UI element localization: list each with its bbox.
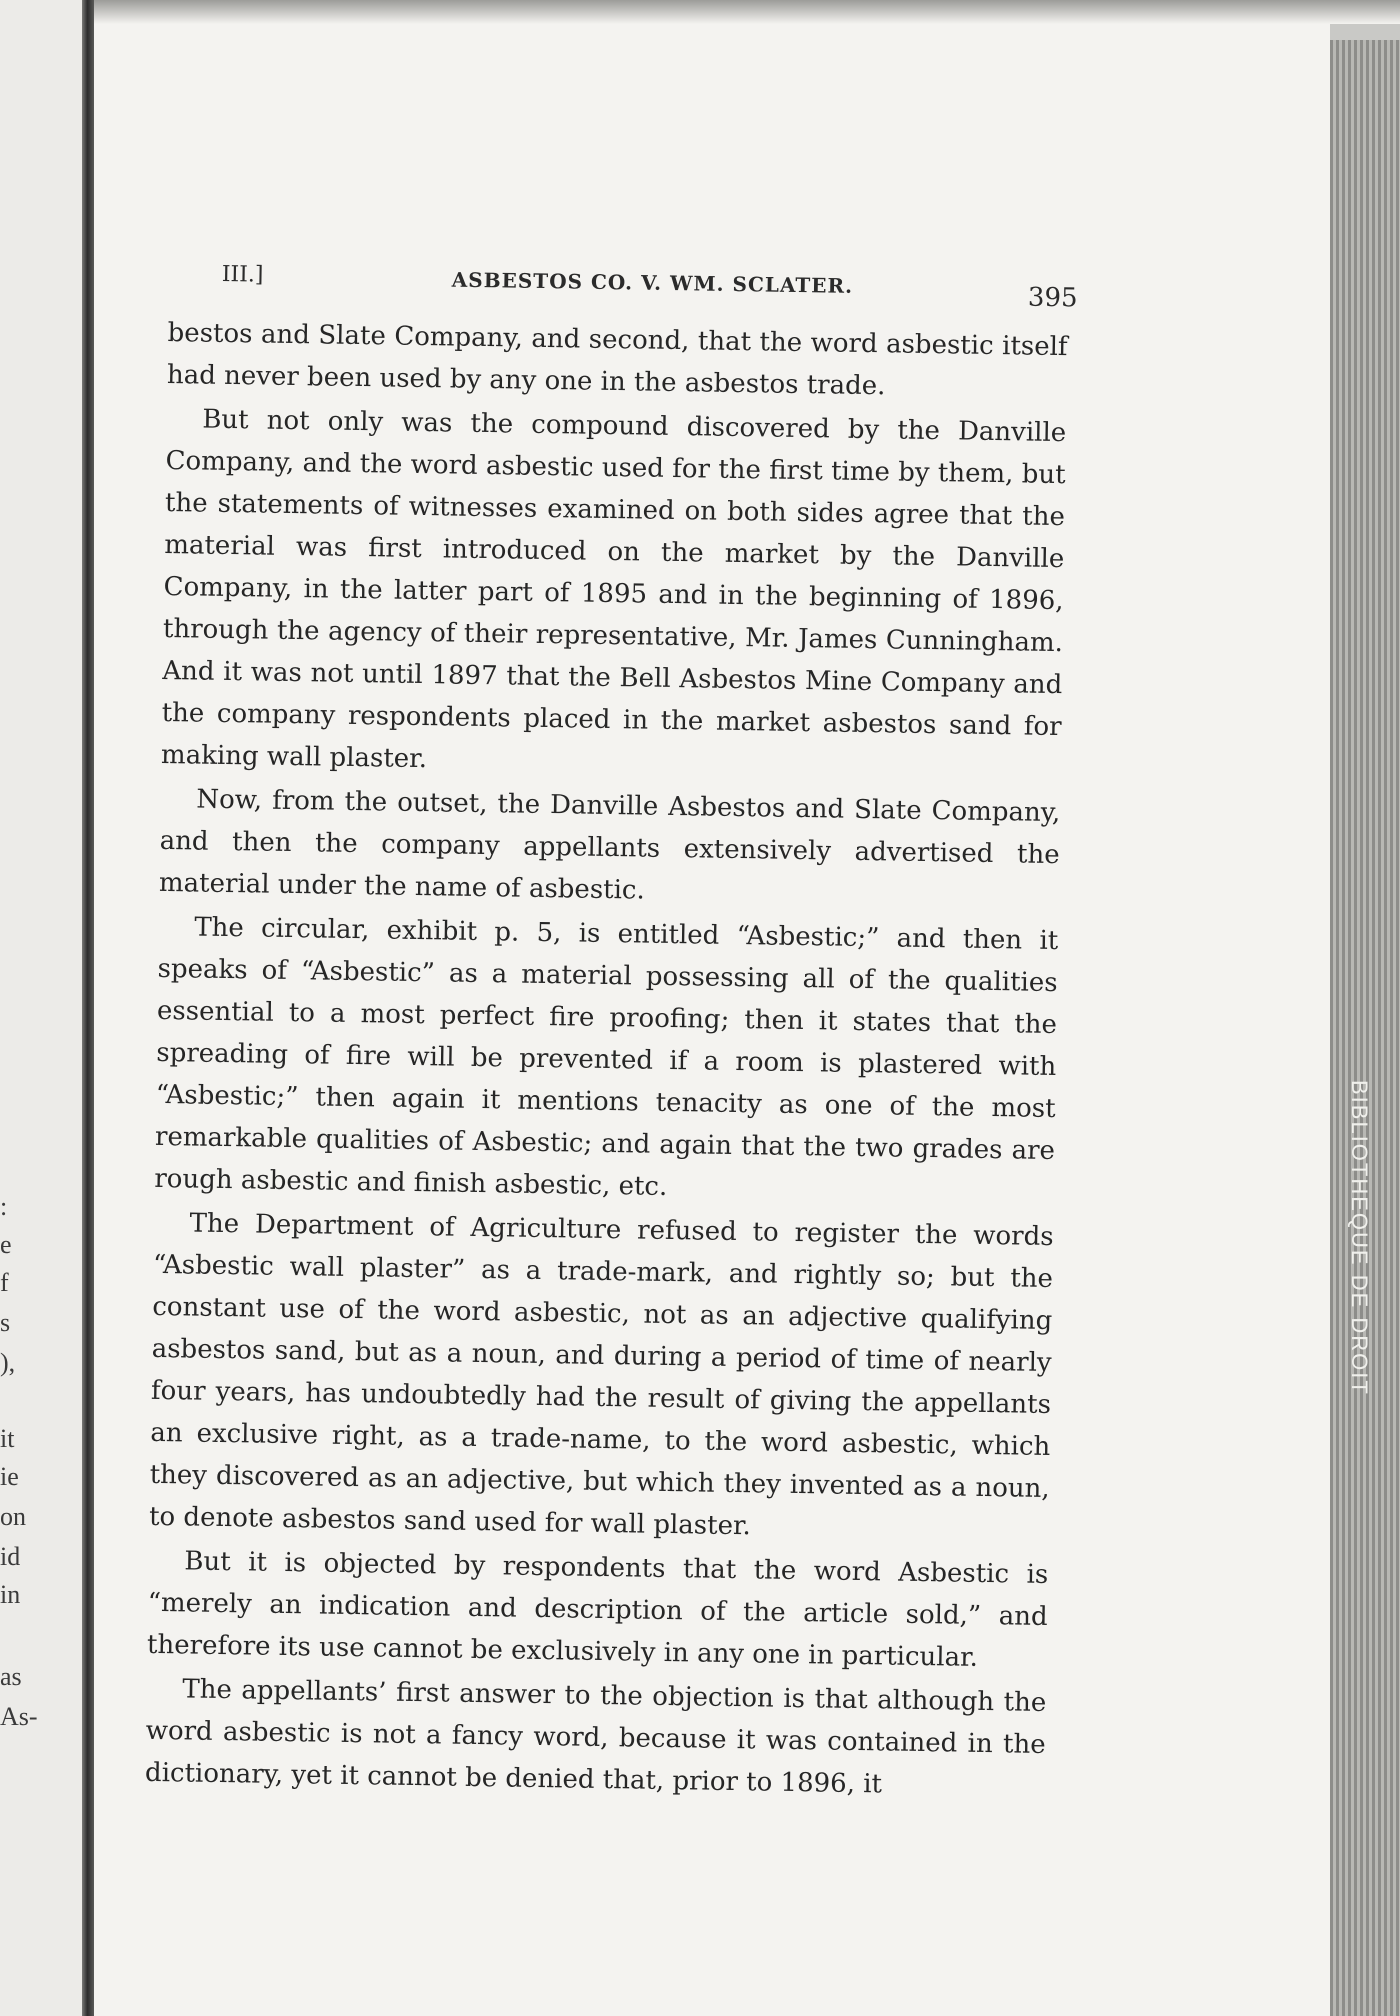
paragraph: The Department of Agriculture refused to register the words “Asbestic wall plaster” as a trade-mark, and rightly so; but the constant use of the word asbestic, not as an adjective qualifying asbestos sand, but as a noun, and during a period of time of nearly four years, has undoubtedly had the result of giving the appellants an exclusive right, as a trade-name, to the word asbestic, which they discovered as an adjective, but which they invented as a noun, to denote asbestos sand used for wall plaster. <box>148 1208 1054 1542</box>
book-gutter <box>82 0 94 2016</box>
facing-page-fragment: f <box>0 1268 9 1297</box>
facing-page-fragment: s <box>0 1308 11 1337</box>
facing-page-fragment: id <box>0 1542 21 1571</box>
facing-page-fragment: : <box>0 1192 8 1221</box>
facing-page-fragment: on <box>0 1502 26 1531</box>
paragraph: But it is objected by respondents that the word Asbestic is “merely an indication and description of the article sold,” and therefore its use cannot be exclusively in any one in particular. <box>146 1546 1049 1673</box>
facing-page-fragment: it <box>0 1424 15 1453</box>
facing-page-fragment: ie <box>0 1462 19 1491</box>
facing-page-fragment: as <box>0 1662 22 1691</box>
library-stamp: BIBLIOTHEQUE DE DROIT <box>1347 1080 1372 1396</box>
facing-page-fragment: in <box>0 1580 21 1609</box>
paragraph: bestos and Slate Company, and second, that the word asbestic itself had never been used by any one in the asbestos trade. <box>166 317 1068 402</box>
paragraph: The circular, exhibit p. 5, is entitled “Asbestic;” and then it speaks of “Asbestic” as a material possessing all of the qualities essential to a most perfect fire proofing; then it states that the spreading of fire will be prevented if a room is plastered with “Asbestic;” then again it mentions tenacity as one of the most remarkable qualities of Asbestic; and again that the two grades are rough asbestic and finish asbestic, etc. <box>154 912 1059 1202</box>
page-number: 395 <box>1027 282 1078 314</box>
paragraph: Now, from the outset, the Danville Asbestos and Slate Company, and then the company appellants extensively advertised the material under the name of asbestic. <box>158 784 1061 906</box>
body-text <box>145 312 1068 1810</box>
facing-page-fragment: As- <box>0 1702 38 1731</box>
facing-page-fragment: e <box>0 1230 12 1259</box>
facing-page <box>0 0 88 2016</box>
section-marker: III.] <box>221 262 264 288</box>
running-title: ASBESTOS CO. V. WM. SCLATER. <box>451 267 854 298</box>
page-top-shadow <box>94 0 1400 24</box>
paragraph: But not only was the compound discovered by the Danville Company, and the word asbestic used for the first time by them, but the statements of witnesses examined on both sides agree that the material was first introduced on the market by the Danville Company, in the latter part of 1895 and in the beginning of 1896, through the agency of their representative, Mr. James Cunningham. And it was not until 1897 that the Bell Asbestos Mine Company and the company respondents placed in the market asbestos sand for making wall plaster. <box>160 404 1067 775</box>
page-fore-edge <box>1330 40 1400 2016</box>
facing-page-fragment: ), <box>0 1348 16 1377</box>
paragraph: The appellants’ first answer to the objection is that although the word asbestic is not a fancy word, because it was contained in the dictionary, yet it cannot be denied that, prior to 1896, it <box>144 1674 1047 1800</box>
